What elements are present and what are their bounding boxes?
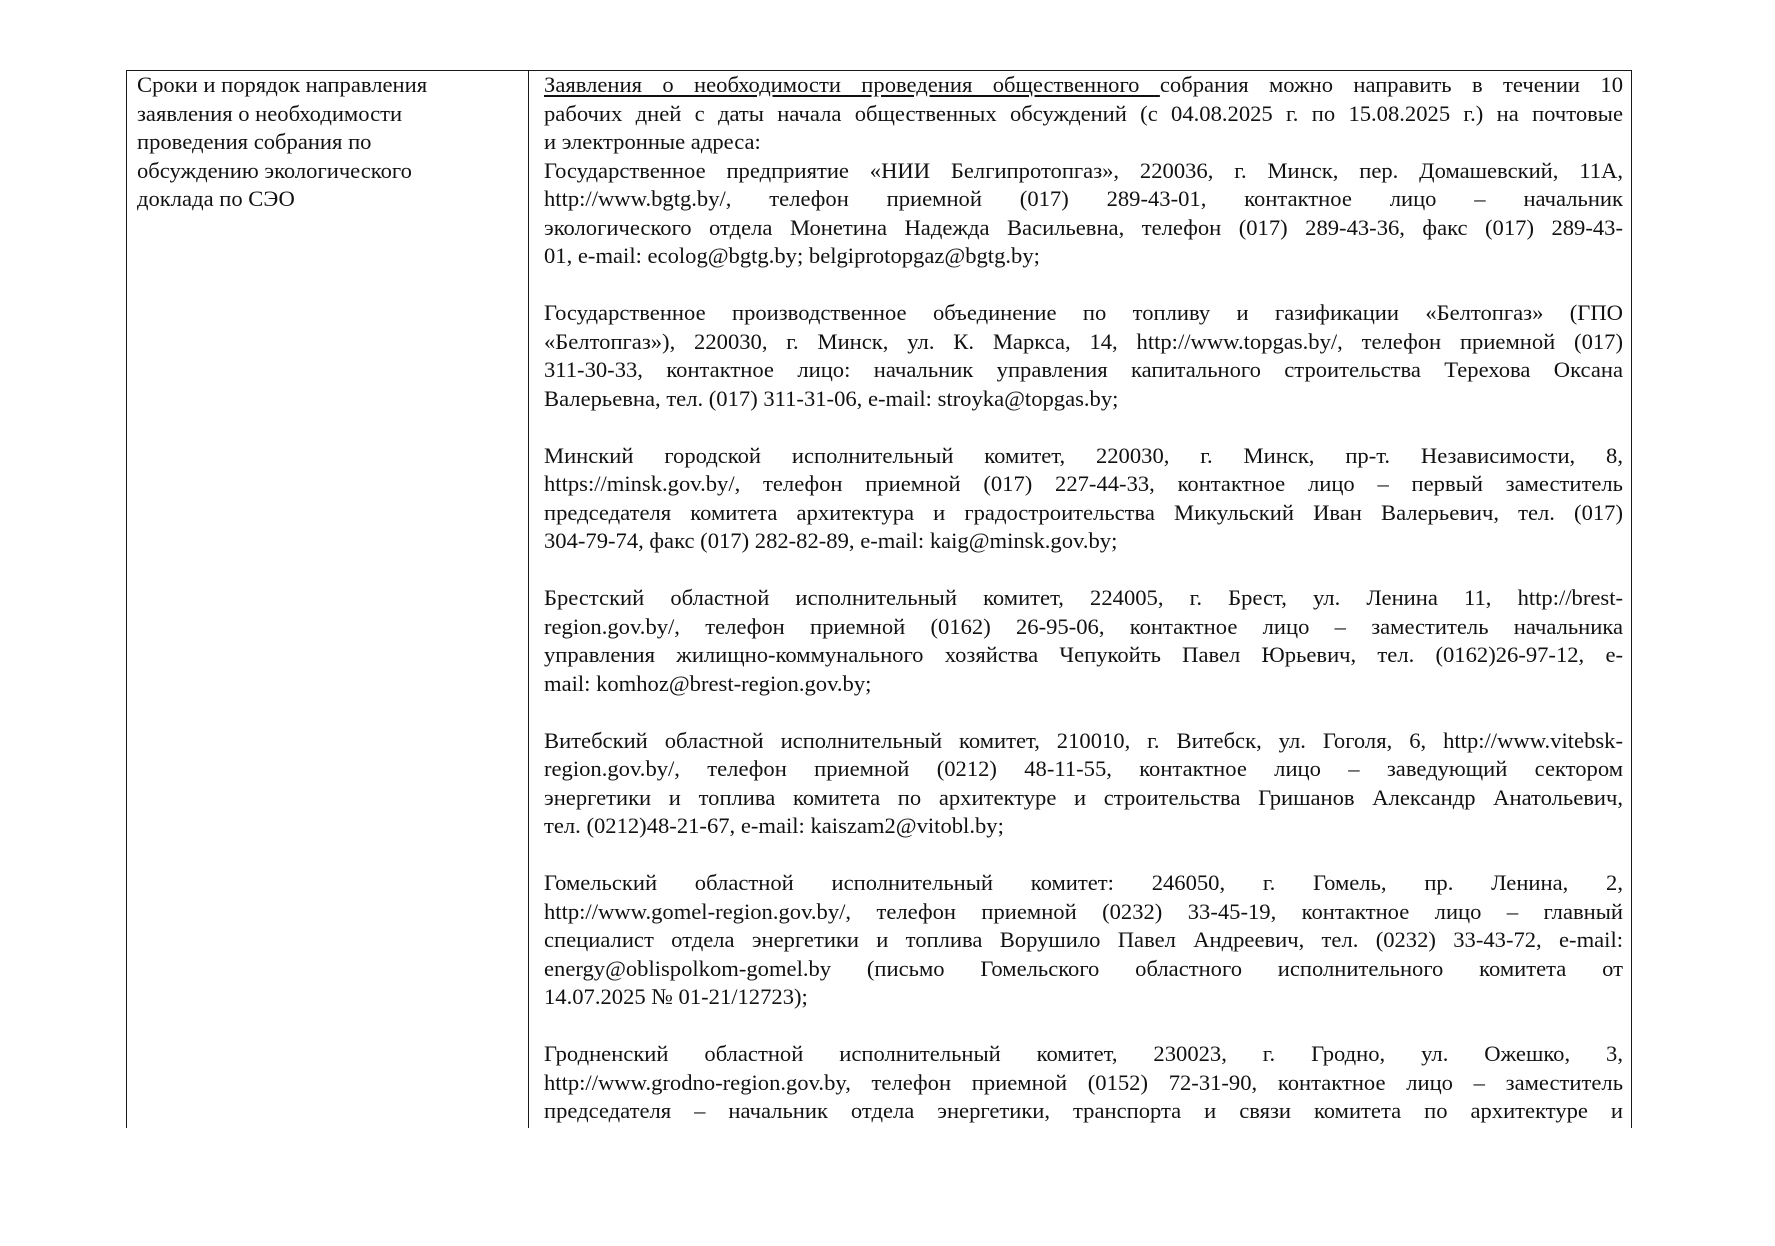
document-table — [126, 70, 1632, 1128]
paragraph-gomel — [544, 869, 1623, 1012]
text-line: 311-30-33, контактное лицо: начальник управления капитального строительства Терехова Оксана — [544, 357, 1623, 382]
paragraph-grodno — [544, 1040, 1623, 1126]
paragraph-brest — [544, 584, 1623, 698]
text-line: Государственное предприятие «НИИ Белгипротопгаз», 220036, г. Минск, пер. Домашевский, 11А, — [544, 157, 1623, 183]
paragraph-minsk — [544, 442, 1623, 556]
heading-line: обсуждению экологического — [137, 157, 412, 183]
text-line: специалист отдела энергетики и топлива Ворушило Павел Андреевич, тел. (0232) 33-43-72, e-mail: — [544, 927, 1623, 952]
underlined-text: Заявления о необходимости проведения общественного — [544, 72, 1160, 97]
text-line: управления жилищно-коммунального хозяйства Чепукойть Павел Юрьевич, тел. (0162)26-97-12, e- — [544, 642, 1623, 667]
text-line: Гродненский областной исполнительный комитет, 230023, г. Гродно, ул. Ожешко, 3, — [544, 1041, 1623, 1066]
paragraph-beltopgaz — [544, 299, 1623, 413]
text-line: «Белтопгаз»), 220030, г. Минск, ул. К. Маркса, 14, http://www.topgas.by/, телефон приемной (017) — [544, 328, 1623, 354]
text-line: https://minsk.gov.by/, телефон приемной (017) 227-44-33, контактное лицо – первый заместитель — [544, 471, 1623, 496]
text-line: region.gov.by/, телефон приемной (0212) 48-11-55, контактное лицо – заведующий сектором — [544, 756, 1623, 781]
text-line: http://www.bgtg.by/, телефон приемной (017) 289-43-01, контактное лицо – начальник — [544, 186, 1623, 211]
text-line — [544, 71, 1623, 100]
text-line: рабочих дней с даты начала общественных обсуждений (с 04.08.2025 г. по 15.08.2025 г.) на почтовые — [544, 100, 1623, 126]
text-line: 14.07.2025 № 01-21/12723); — [544, 984, 808, 1009]
text-line: энергетики и топлива комитета по архитектуре и строительства Гришанов Александр Анатольевич, — [544, 784, 1623, 810]
text-line: председателя – начальник отдела энергетики, транспорта и связи комитета по архитектуре и — [544, 1098, 1623, 1123]
heading-line: Сроки и порядок направления — [137, 72, 428, 97]
text-fragment: собрания можно направить в течении 10 — [1159, 72, 1623, 97]
text-line: экологического отдела Монетина Надежда Васильевна, телефон (017) 289-43-36, факс (017) 289-43- — [544, 214, 1623, 240]
table-cell-heading — [127, 71, 529, 1128]
text-line: Брестский областной исполнительный комитет, 224005, г. Брест, ул. Ленина 11, http://brest- — [544, 585, 1623, 610]
text-line: mail: komhoz@brest-region.gov.by; — [544, 670, 872, 696]
paragraph-vitebsk — [544, 727, 1623, 841]
heading-line: заявления о необходимости — [137, 100, 403, 126]
text-line: Витебский областной исполнительный комитет, 210010, г. Витебск, ул. Гоголя, 6, http://www.vitebsk- — [544, 727, 1623, 753]
text-line: http://www.gomel-region.gov.by/, телефон приемной (0232) 33-45-19, контактное лицо – главный — [544, 898, 1623, 924]
heading-line: доклада по СЭО — [137, 186, 295, 211]
text-line: председателя комитета архитектура и градостроительства Микульский Иван Валерьевич, тел. (017) — [544, 499, 1623, 525]
text-line: http://www.grodno-region.gov.by, телефон приемной (0152) 72-31-90, контактное лицо – заместитель — [544, 1069, 1623, 1095]
text-line: Валерьевна, тел. (017) 311-31-06, e-mail: stroyka@topgas.by; — [544, 385, 1119, 411]
text-line: Минский городской исполнительный комитет, 220030, г. Минск, пр-т. Независимости, 8, — [544, 442, 1623, 468]
text-line: region.gov.by/, телефон приемной (0162) 26-95-06, контактное лицо – заместитель начальника — [544, 613, 1623, 639]
text-line: Гомельский областной исполнительный комитет: 246050, г. Гомель, пр. Ленина, 2, — [544, 870, 1623, 895]
text-line: 01, e-mail: ecolog@bgtg.by; belgiprotopgaz@bgtg.by; — [544, 243, 1040, 268]
table-cell-content — [529, 71, 1631, 1128]
text-line: Государственное производственное объединение по топливу и газификации «Белтопгаз» (ГПО — [544, 300, 1623, 325]
text-line: тел. (0212)48-21-67, e-mail: kaiszam2@vitobl.by; — [544, 813, 1004, 838]
heading-line: проведения собрания по — [137, 129, 372, 154]
text-line: 304-79-74, факс (017) 282-82-89, e-mail: kaig@minsk.gov.by; — [544, 528, 1118, 553]
text-line: energy@oblispolkom-gomel.by (письмо Гомельского областного исполнительного комитета от — [544, 955, 1623, 981]
text-line: и электронные адреса: — [544, 129, 761, 154]
paragraph-intro — [544, 71, 1623, 271]
